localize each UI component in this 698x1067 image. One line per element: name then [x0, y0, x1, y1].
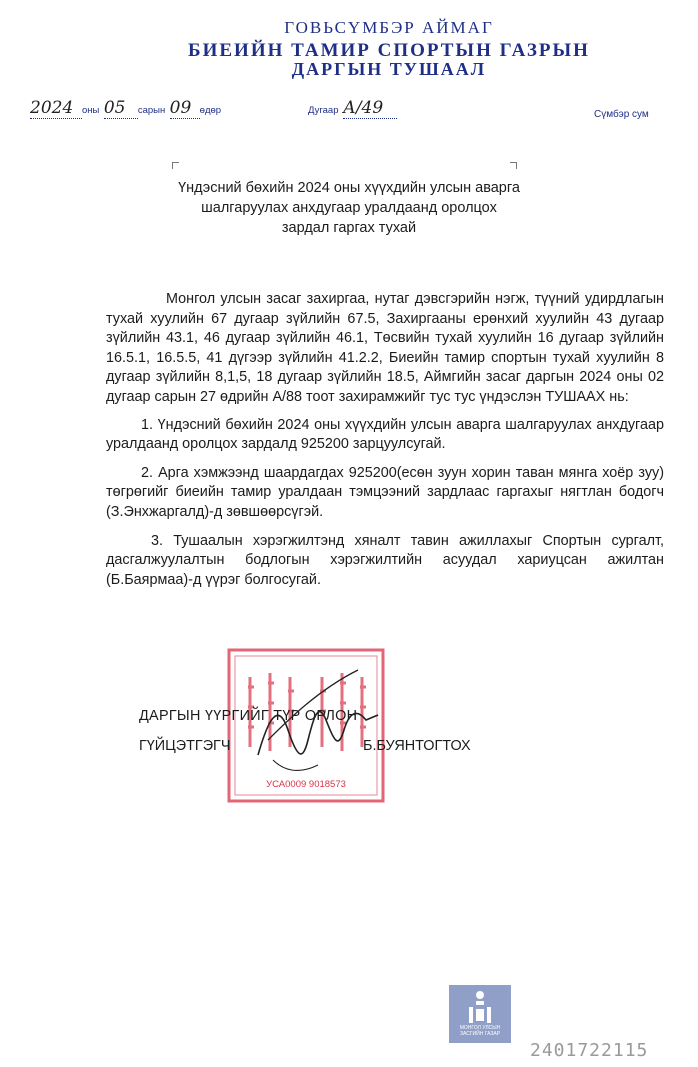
- date-year: 2024: [30, 98, 82, 119]
- year-label: оны: [82, 105, 100, 116]
- order-number: А/49: [343, 98, 397, 119]
- document-serial-number: 2401722115: [530, 1040, 649, 1061]
- month-label: сарын: [137, 105, 166, 116]
- date-row: [30, 98, 221, 119]
- header-organization: БИЕИЙН ТАМИР СПОРТЫН ГАЗРЫН: [188, 40, 590, 61]
- stamp-code: УСА0009 9018573: [266, 779, 346, 790]
- date-day: 09: [170, 98, 200, 119]
- logo-caption: [449, 1025, 511, 1037]
- title-corner-right: [510, 162, 517, 169]
- signer-title-line-1: ДАРГЫН ҮҮРГИЙГ ТҮР ОРЛОН: [139, 708, 358, 724]
- number-label: Дугаар: [308, 105, 339, 116]
- document-title: [100, 178, 598, 238]
- title-line-3: зардал гаргах тухай: [281, 220, 417, 236]
- title-corner-left: [172, 162, 179, 169]
- body-intro: Монгол улсын засаг захиргаа, нутаг дэвсгэрийн нэгж, түүний удирдлагын тухай хуулийн 67 дугаар зүйлийн 67.5, Захиргааны ерөнхий хуулийн 43 дугаар зүйлийн 43.1, 46 дугаар зүйлийн 46.1, Төсвийн тухай хуулийн 16 дугаар зүйлийн 16.5.1, 16.5.5, 41 дүгээр зүйлийн 41.2.2, Биеийн тамир спортын тухай хуулийн 8 дугаар зүйлийн 8,1,5, 18 дугаар зүйлийн 18.5, Аймгийн засаг даргын 2024 оны 02 дугаар сарын 27 өдрийн А/88 тоот захирамжийг тус тус үндэслэн ТУШААХ нь:: [106, 291, 664, 405]
- header-order-type: ДАРГЫН ТУШААЛ: [291, 59, 487, 79]
- body-item-1: 1. Үндэсний бөхийн 2024 оны хүүхдийн улсын аварга шалгаруулах анхдугаар уралдаанд оролцох зардалд 925200 зарцуулсугай.: [106, 416, 664, 453]
- signer-name: Б.БУЯНТОГТОХ: [363, 738, 471, 754]
- document-body: [106, 290, 664, 598]
- body-item-3: 3. Тушаалын хэрэгжилтэнд хяналт тавин ажиллахыг Спортын сургалт, дасгалжуулалтын бодлогын хэрэгжилтийн асуудал хариуцсан ажилтан (Б.Баярмаа)-д үүрэг болгосугай.: [106, 532, 664, 588]
- title-line-2: шалгаруулах анхдугаар уралдаанд оролцох: [201, 200, 497, 216]
- handwritten-signature: [248, 660, 388, 780]
- body-item-2: 2. Арга хэмжээнд шаардагдах 925200(есөн зуун хорин таван мянга хоёр зуу) төгрөгийг биеийн тамир уралдаан тэмцээний зардлаас гаргахыг нягтлан бодогч (З.Энхжаргалд)-д зөвшөөрсүгэй.: [106, 464, 664, 520]
- title-line-1: Үндэсний бөхийн 2024 оны хүүхдийн улсын аварга: [178, 180, 520, 196]
- number-row: [308, 98, 397, 119]
- date-month: 05: [104, 98, 138, 119]
- day-label: өдөр: [199, 105, 222, 116]
- place-of-issue: Сүмбэр сум: [594, 109, 649, 120]
- logo-caption-line-1: МОНГОЛ УЛСЫН: [459, 1025, 501, 1031]
- soyombo-icon: [449, 985, 511, 1025]
- logo-caption-line-2: ЗАСГИЙН ГАЗАР: [459, 1031, 501, 1037]
- signer-title-line-2: ГҮЙЦЭТГЭГЧ: [139, 738, 231, 754]
- header-aimag: ГОВЬСҮМБЭР АЙМАГ: [284, 18, 494, 37]
